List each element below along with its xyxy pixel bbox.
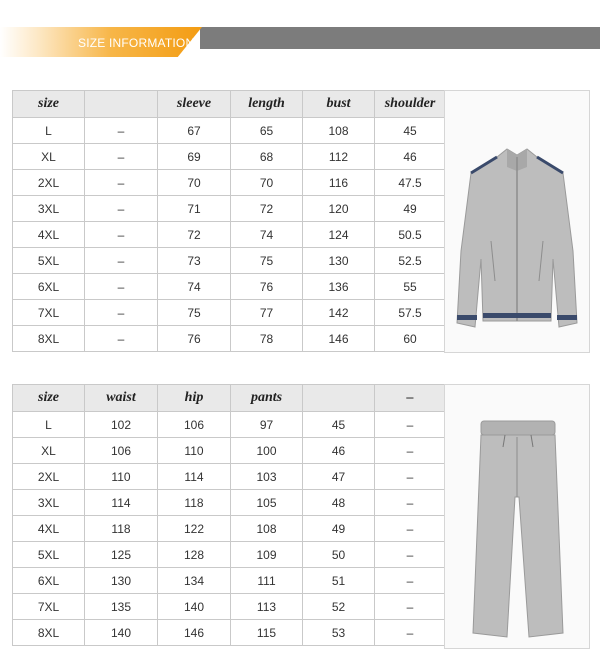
- measure-cell: 134: [158, 568, 231, 594]
- measure-cell: –: [375, 464, 446, 490]
- measure-cell: 77: [231, 300, 303, 326]
- column-header: sleeve: [158, 91, 231, 118]
- table-row: [13, 118, 446, 144]
- column-header: pants: [231, 385, 303, 412]
- measure-cell: 108: [303, 118, 375, 144]
- table-row: [13, 568, 446, 594]
- size-cell: 3XL: [13, 196, 85, 222]
- table-row: [13, 222, 446, 248]
- size-cell: 6XL: [13, 568, 85, 594]
- measure-cell: 106: [85, 438, 158, 464]
- size-cell: 8XL: [13, 326, 85, 352]
- size-cell: 3XL: [13, 490, 85, 516]
- measure-cell: 116: [303, 170, 375, 196]
- column-header: bust: [303, 91, 375, 118]
- table-row: [13, 464, 446, 490]
- measure-cell: 102: [85, 412, 158, 438]
- measure-cell: –: [375, 412, 446, 438]
- measure-cell: 53: [303, 620, 375, 646]
- size-cell: L: [13, 412, 85, 438]
- measure-cell: 73: [158, 248, 231, 274]
- measure-cell: 112: [303, 144, 375, 170]
- measure-cell: 114: [85, 490, 158, 516]
- table-row: [13, 144, 446, 170]
- measure-cell: 118: [158, 490, 231, 516]
- measure-cell: 75: [158, 300, 231, 326]
- measure-cell: –: [375, 568, 446, 594]
- measure-cell: 110: [158, 438, 231, 464]
- measure-cell: 55: [375, 274, 446, 300]
- measure-cell: –: [85, 118, 158, 144]
- measure-cell: 50.5: [375, 222, 446, 248]
- table-row: [13, 170, 446, 196]
- measure-cell: 111: [231, 568, 303, 594]
- measure-cell: 140: [158, 594, 231, 620]
- measure-cell: 135: [85, 594, 158, 620]
- measure-cell: –: [85, 170, 158, 196]
- size-cell: 4XL: [13, 516, 85, 542]
- measure-cell: 97: [231, 412, 303, 438]
- table-row: [13, 196, 446, 222]
- measure-cell: 60: [375, 326, 446, 352]
- measure-cell: 46: [303, 438, 375, 464]
- measure-cell: –: [85, 300, 158, 326]
- measure-cell: 76: [231, 274, 303, 300]
- measure-cell: 146: [158, 620, 231, 646]
- table-row: [13, 620, 446, 646]
- measure-cell: 125: [85, 542, 158, 568]
- size-cell: 4XL: [13, 222, 85, 248]
- measure-cell: –: [375, 620, 446, 646]
- measure-cell: 72: [231, 196, 303, 222]
- jacket-photo: [444, 90, 590, 353]
- measure-cell: 114: [158, 464, 231, 490]
- column-header: hip: [158, 385, 231, 412]
- measure-cell: 68: [231, 144, 303, 170]
- measure-cell: 46: [375, 144, 446, 170]
- pants-size-table: [12, 384, 446, 646]
- table-row: [13, 274, 446, 300]
- size-cell: 7XL: [13, 594, 85, 620]
- column-header: [303, 385, 375, 412]
- size-cell: 5XL: [13, 248, 85, 274]
- measure-cell: 122: [158, 516, 231, 542]
- measure-cell: 128: [158, 542, 231, 568]
- column-header: waist: [85, 385, 158, 412]
- measure-cell: 76: [158, 326, 231, 352]
- measure-cell: 72: [158, 222, 231, 248]
- table-header-row: [13, 91, 446, 118]
- table-row: [13, 438, 446, 464]
- measure-cell: 113: [231, 594, 303, 620]
- measure-cell: 71: [158, 196, 231, 222]
- measure-cell: 108: [231, 516, 303, 542]
- measure-cell: 70: [231, 170, 303, 196]
- measure-cell: 75: [231, 248, 303, 274]
- measure-cell: –: [375, 516, 446, 542]
- measure-cell: 70: [158, 170, 231, 196]
- measure-cell: 50: [303, 542, 375, 568]
- measure-cell: –: [375, 490, 446, 516]
- table-header-row: [13, 385, 446, 412]
- measure-cell: 115: [231, 620, 303, 646]
- table-row: [13, 248, 446, 274]
- measure-cell: –: [375, 542, 446, 568]
- jacket-size-table: [12, 90, 446, 352]
- measure-cell: 48: [303, 490, 375, 516]
- banner-title: SIZE INFORMATION: [78, 36, 195, 50]
- size-cell: 2XL: [13, 464, 85, 490]
- measure-cell: 140: [85, 620, 158, 646]
- measure-cell: 78: [231, 326, 303, 352]
- measure-cell: 109: [231, 542, 303, 568]
- measure-cell: 57.5: [375, 300, 446, 326]
- measure-cell: 103: [231, 464, 303, 490]
- size-cell: XL: [13, 144, 85, 170]
- column-header: size: [13, 91, 85, 118]
- measure-cell: 65: [231, 118, 303, 144]
- size-info-banner: [0, 27, 600, 61]
- measure-cell: 130: [85, 568, 158, 594]
- measure-cell: –: [85, 144, 158, 170]
- measure-cell: 49: [375, 196, 446, 222]
- measure-cell: –: [85, 222, 158, 248]
- size-cell: XL: [13, 438, 85, 464]
- table-row: [13, 594, 446, 620]
- measure-cell: 100: [231, 438, 303, 464]
- measure-cell: –: [375, 438, 446, 464]
- measure-cell: 146: [303, 326, 375, 352]
- table-row: [13, 516, 446, 542]
- measure-cell: 52.5: [375, 248, 446, 274]
- size-cell: 2XL: [13, 170, 85, 196]
- size-cell: 5XL: [13, 542, 85, 568]
- table-row: [13, 326, 446, 352]
- measure-cell: –: [85, 326, 158, 352]
- column-header: [85, 91, 158, 118]
- measure-cell: 47: [303, 464, 375, 490]
- measure-cell: 106: [158, 412, 231, 438]
- measure-cell: 105: [231, 490, 303, 516]
- size-cell: 6XL: [13, 274, 85, 300]
- measure-cell: –: [375, 594, 446, 620]
- table-row: [13, 412, 446, 438]
- pants-photo: [444, 384, 590, 649]
- measure-cell: 45: [303, 412, 375, 438]
- size-cell: L: [13, 118, 85, 144]
- column-header: shoulder: [375, 91, 446, 118]
- measure-cell: 74: [231, 222, 303, 248]
- table-row: [13, 490, 446, 516]
- measure-cell: 120: [303, 196, 375, 222]
- measure-cell: –: [85, 196, 158, 222]
- measure-cell: 118: [85, 516, 158, 542]
- measure-cell: 45: [375, 118, 446, 144]
- measure-cell: 67: [158, 118, 231, 144]
- column-header: –: [375, 385, 446, 412]
- size-cell: 7XL: [13, 300, 85, 326]
- measure-cell: 47.5: [375, 170, 446, 196]
- measure-cell: 124: [303, 222, 375, 248]
- column-header: size: [13, 385, 85, 412]
- size-cell: 8XL: [13, 620, 85, 646]
- table-row: [13, 300, 446, 326]
- measure-cell: –: [85, 248, 158, 274]
- measure-cell: 69: [158, 144, 231, 170]
- measure-cell: 130: [303, 248, 375, 274]
- measure-cell: 110: [85, 464, 158, 490]
- measure-cell: 52: [303, 594, 375, 620]
- measure-cell: 74: [158, 274, 231, 300]
- measure-cell: –: [85, 274, 158, 300]
- pants-illustration: [445, 385, 589, 648]
- measure-cell: 51: [303, 568, 375, 594]
- measure-cell: 142: [303, 300, 375, 326]
- jacket-illustration: [445, 91, 589, 352]
- measure-cell: 49: [303, 516, 375, 542]
- table-row: [13, 542, 446, 568]
- banner-gray-bar: [200, 27, 600, 49]
- measure-cell: 136: [303, 274, 375, 300]
- column-header: length: [231, 91, 303, 118]
